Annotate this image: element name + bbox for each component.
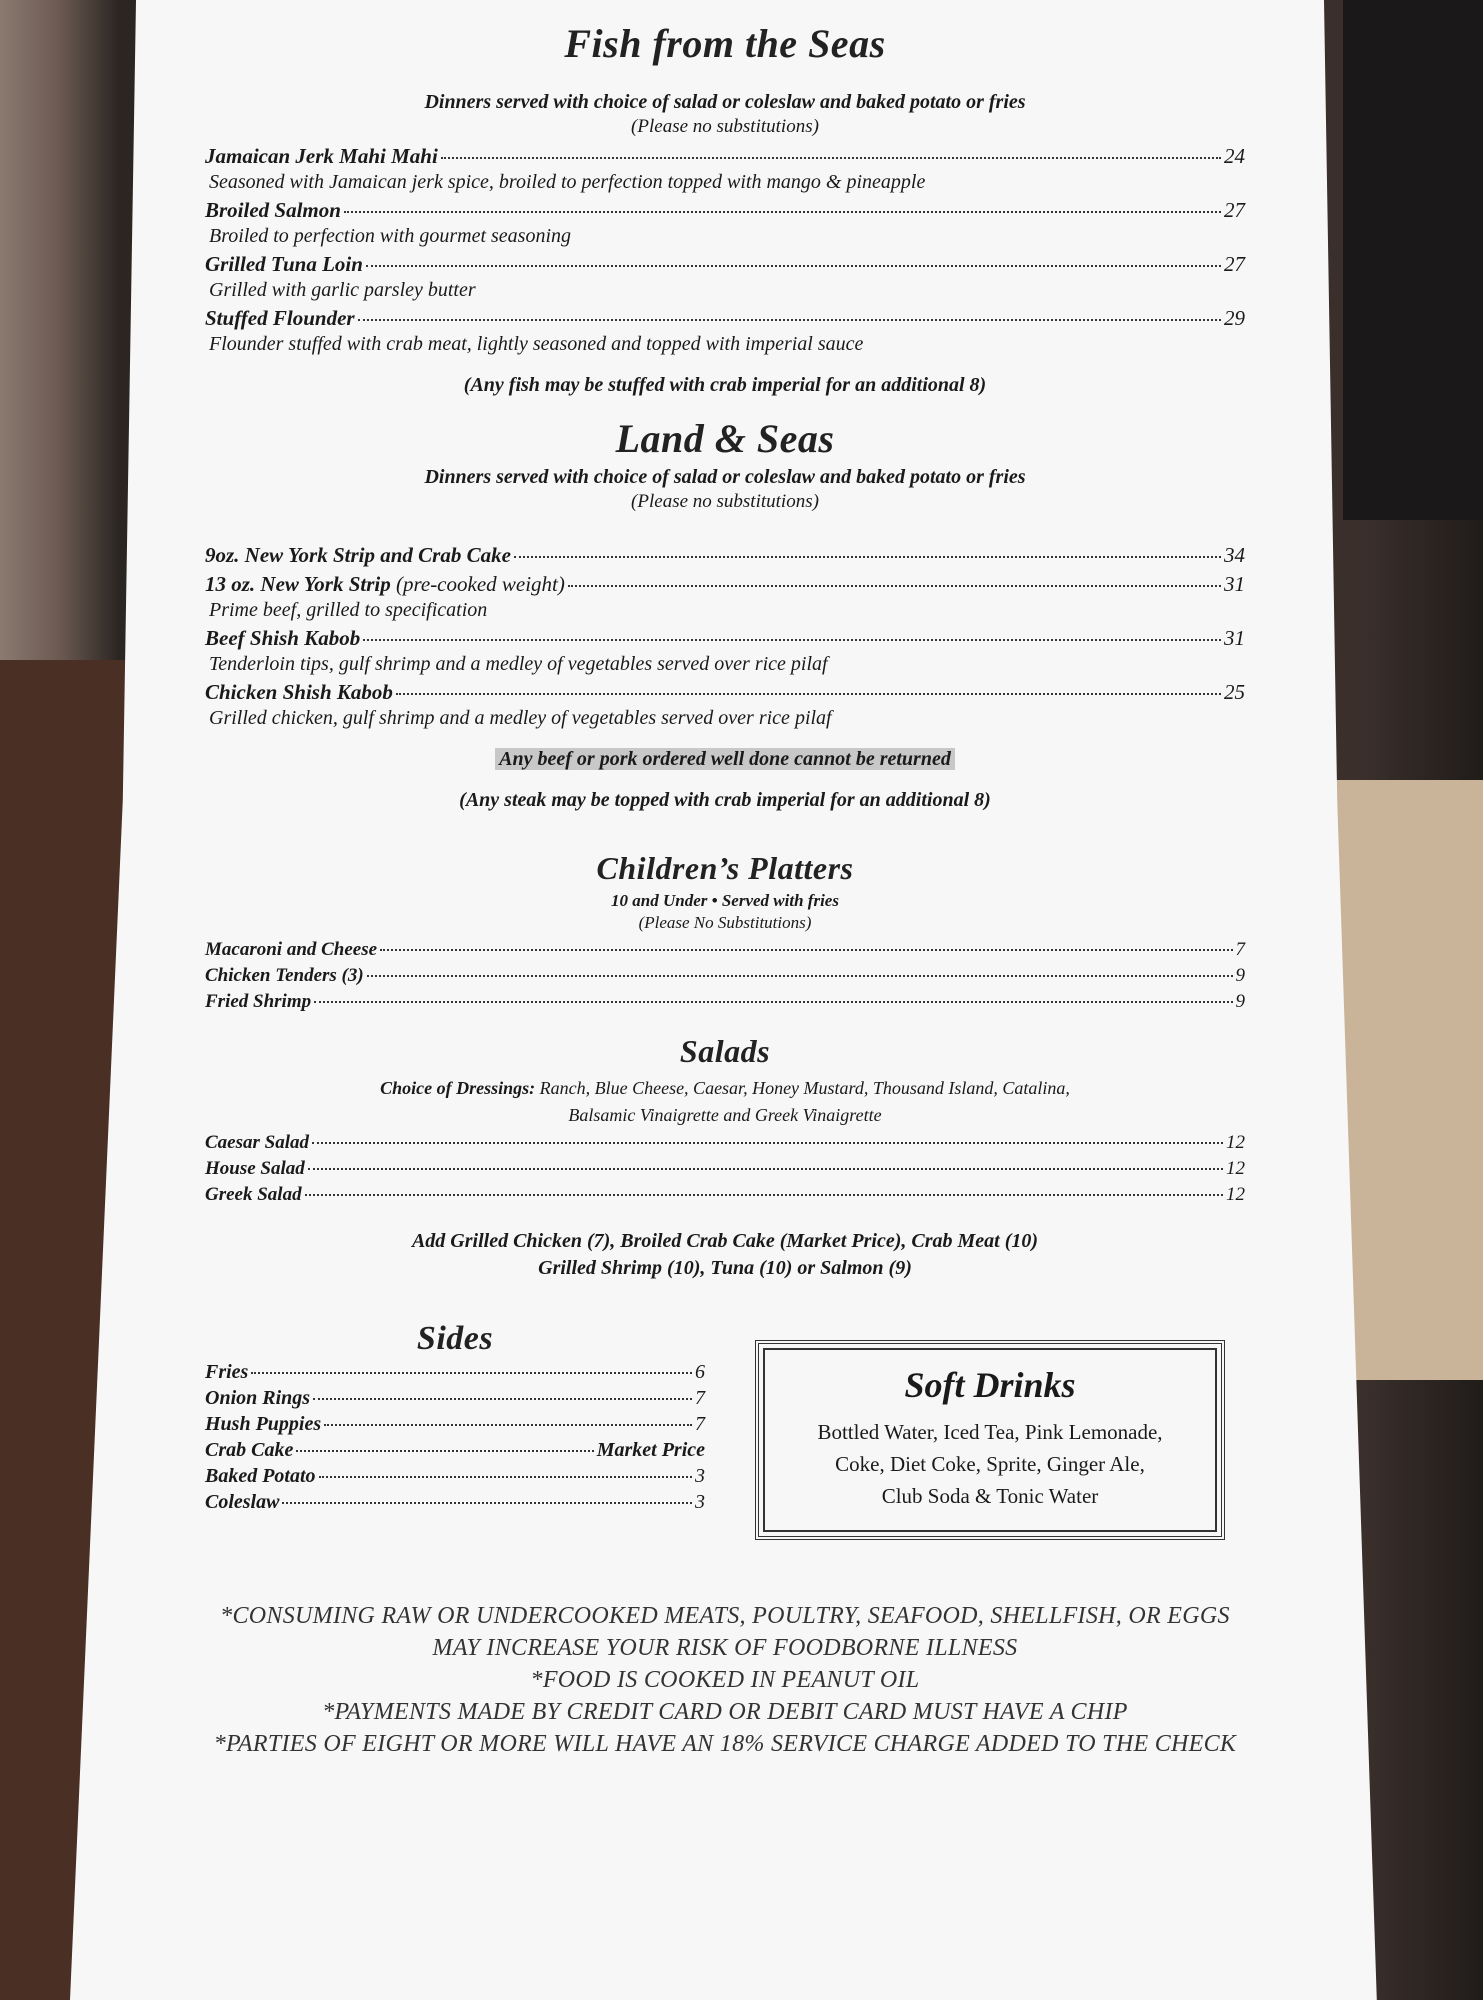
item-description: Flounder stuffed with crab meat, lightly seasoned and topped with imperial sauce <box>209 333 864 355</box>
children-note: 10 and Under • Served with fries <box>611 891 839 910</box>
menu-item: Fries 6 <box>205 1361 705 1383</box>
fish-footnote: (Any fish may be stuffed with crab imperial for an additional 8) <box>463 374 987 396</box>
drinks-line: Club Soda & Tonic Water <box>881 1484 1099 1508</box>
fish-note: Dinners served with choice of salad or coleslaw and baked potato or fries <box>424 91 1026 113</box>
disclaimer-line: *PARTIES OF EIGHT OR MORE WILL HAVE AN 18% SERVICE CHARGE ADDED TO THE CHECK <box>213 1731 1237 1757</box>
disclaimer-line: *PAYMENTS MADE BY CREDIT CARD OR DEBIT CARD MUST HAVE A CHIP <box>322 1699 1128 1725</box>
land-subnote: (Please no substitutions) <box>631 491 819 512</box>
fish-subnote: (Please no substitutions) <box>631 116 819 137</box>
menu-item: Chicken Tenders (3) 9 <box>205 965 1245 986</box>
land-note: Dinners served with choice of salad or coleslaw and baked potato or fries <box>424 466 1026 488</box>
item-description: Grilled with garlic parsley butter <box>209 279 476 301</box>
menu-item: Coleslaw 3 <box>205 1491 705 1513</box>
background-dark <box>1343 0 1483 520</box>
disclaimer <box>205 1600 1245 1760</box>
item-description: Prime beef, grilled to specification <box>209 599 488 621</box>
menu-item: Fried Shrimp 9 <box>205 991 1245 1012</box>
item-description: Grilled chicken, gulf shrimp and a medley of vegetables served over rice pilaf <box>209 707 832 729</box>
land-section-title: Land & Seas <box>615 416 835 461</box>
salad-addons: Add Grilled Chicken (7), Broiled Crab Cake (Market Price), Crab Meat (10) <box>411 1230 1039 1252</box>
menu-item: Broiled Salmon 27 <box>205 198 1245 222</box>
item-description: Broiled to perfection with gourmet seasoning <box>209 225 572 247</box>
menu-item: Crab Cake Market Price <box>205 1439 705 1461</box>
disclaimer-line: *CONSUMING RAW OR UNDERCOOKED MEATS, POULTRY, SEAFOOD, SHELLFISH, OR EGGS <box>220 1603 1230 1629</box>
menu-item: 9oz. New York Strip and Crab Cake 34 <box>205 543 1245 567</box>
soft-drinks-box <box>755 1340 1225 1540</box>
menu-item: Beef Shish Kabob 31 <box>205 626 1245 650</box>
children-section-title: Children’s Platters <box>596 850 854 886</box>
menu-item: Onion Rings 7 <box>205 1387 705 1409</box>
land-footnote: (Any steak may be topped with crab imperial for an additional 8) <box>459 789 991 811</box>
salad-dressings: Choice of Dressings: Ranch, Blue Cheese, Caesar, Honey Mustard, Thousand Island, Catalina, <box>380 1078 1070 1098</box>
menu-item: Grilled Tuna Loin 27 <box>205 252 1245 276</box>
children-subnote: (Please No Substitutions) <box>638 913 812 932</box>
drinks-title: Soft Drinks <box>904 1365 1076 1405</box>
menu-content <box>205 20 1245 1760</box>
menu-item: House Salad 12 <box>205 1158 1245 1179</box>
menu-item: Macaroni and Cheese 7 <box>205 939 1245 960</box>
salad-dressings-2: Balsamic Vinaigrette and Greek Vinaigrette <box>568 1105 882 1125</box>
salads-section-title: Salads <box>679 1033 771 1069</box>
menu-item: Greek Salad 12 <box>205 1184 1245 1205</box>
well-done-warning: Any beef or pork ordered well done cannot be returned <box>205 748 1245 771</box>
menu-item: Jamaican Jerk Mahi Mahi 24 <box>205 144 1245 168</box>
disclaimer-line: MAY INCREASE YOUR RISK OF FOODBORNE ILLNESS <box>432 1635 1018 1661</box>
menu-item: Stuffed Flounder 29 <box>205 306 1245 330</box>
salad-addons-2: Grilled Shrimp (10), Tuna (10) or Salmon (9) <box>538 1257 912 1279</box>
drinks-line: Coke, Diet Coke, Sprite, Ginger Ale, <box>835 1452 1145 1476</box>
fish-section-title: Fish from the Seas <box>564 21 886 66</box>
drinks-line: Bottled Water, Iced Tea, Pink Lemonade, <box>817 1420 1163 1444</box>
menu-item: Hush Puppies 7 <box>205 1413 705 1435</box>
item-description: Tenderloin tips, gulf shrimp and a medley of vegetables served over rice pilaf <box>209 653 828 675</box>
menu-item: Chicken Shish Kabob 25 <box>205 680 1245 704</box>
item-description: Seasoned with Jamaican jerk spice, broiled to perfection topped with mango & pineapple <box>209 171 926 193</box>
sides-section <box>205 1320 705 1540</box>
disclaimer-line: *FOOD IS COOKED IN PEANUT OIL <box>530 1667 920 1693</box>
menu-item: 13 oz. New York Strip (pre-cooked weight) 31 <box>205 572 1245 596</box>
menu-item: Caesar Salad 12 <box>205 1132 1245 1153</box>
sides-section-title: Sides <box>416 1320 494 1357</box>
menu-item: Baked Potato 3 <box>205 1465 705 1487</box>
